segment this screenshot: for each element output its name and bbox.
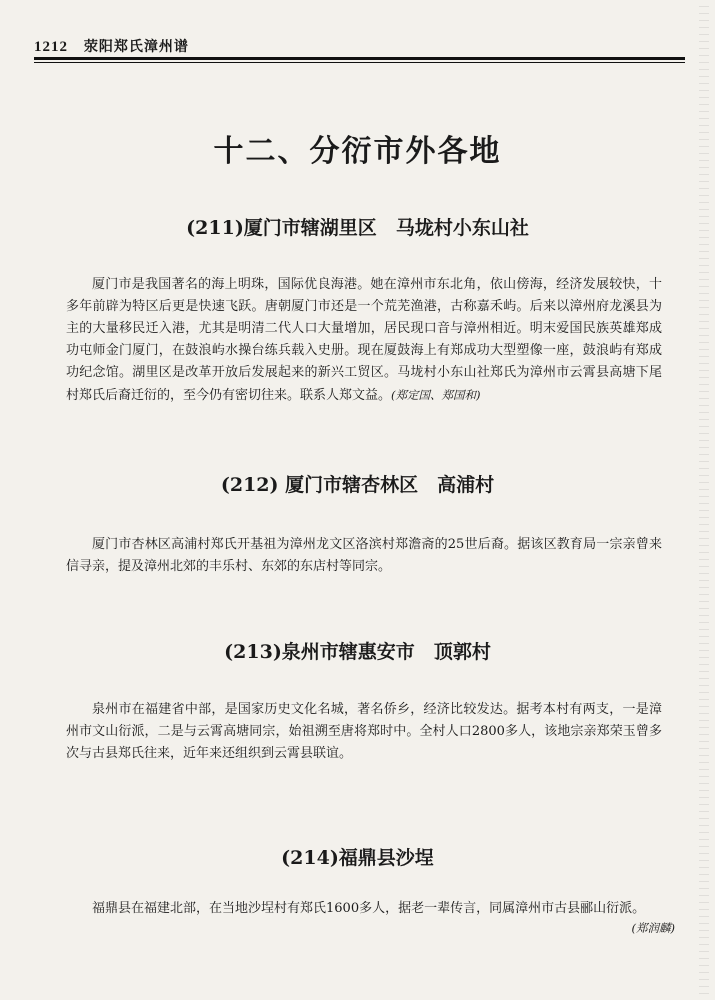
- book-title: 荥阳郑氏漳州谱: [83, 39, 189, 55]
- section-body-211: [66, 274, 662, 407]
- header-rule-thin: [34, 62, 685, 63]
- scan-edge-noise: [699, 0, 709, 1000]
- section-body-214: [66, 898, 662, 920]
- section-note-211: (郑定国、郑国和): [391, 388, 481, 402]
- section-text-214: 福鼎县在福建北部，在当地沙埕村有郑氏1600多人，据老一辈传言，同属漳州市古县郦山衍派。: [92, 901, 646, 916]
- section-heading-211: (211)厦门市辖湖里区 马垅村小东山社: [186, 217, 529, 239]
- section-heading-212: (212) 厦门市辖杏林区 高浦村: [220, 474, 495, 496]
- running-header: [34, 36, 189, 56]
- section-note-214: (郑润麟): [631, 921, 675, 935]
- section-heading-213: (213)泉州市辖惠安市 顶郭村: [224, 641, 491, 663]
- section-text-213: 泉州市在福建省中部，是国家历史文化名城，著名侨乡，经济比较发达。据考本村有两支，一是漳州市文山衍派，二是与云霄高塘同宗，始祖溯至唐将郑时中。全村人口2800多人，该地宗亲郑荣玉曾多次与古县郑氏往来，近年来还组织到云霄县联谊。: [66, 702, 662, 761]
- section-text-211: 厦门市是我国著名的海上明珠，国际优良海港。她在漳州市东北角，依山傍海，经济发展较快，十多年前辟为特区后更是快速飞跃。唐朝厦门市还是一个荒芜渔港，古称嘉禾屿。后来以漳州府龙溪县为主的大量移民迁入港，尤其是明清二代人口大量增加，居民现口音与漳州相近。明末爱国民族英雄郑成功屯师金门厦门，在鼓浪屿水操台练兵载入史册。现在厦鼓海上有郑成功大型塑像一座，鼓浪屿有郑成功纪念馆。湖里区是改革开放后发展起来的新兴工贸区。马垅村小东山社郑氏为漳州市云霄县高塘下尾村郑氏后裔迁衍的，至今仍有密切往来。联系人郑文益。: [66, 277, 662, 403]
- section-text-212: 厦门市杏林区高浦村郑氏开基祖为漳州龙文区洛滨村郑澹斋的25世后裔。据该区教育局一宗亲曾来信寻亲，提及漳州北郊的丰乐村、东郊的东店村等同宗。: [66, 537, 662, 574]
- section-heading-214: (214)福鼎县沙埕: [281, 847, 434, 869]
- header-rule-thick: [34, 57, 685, 60]
- section-body-212: [66, 534, 662, 578]
- page-number: 1212: [34, 39, 68, 55]
- section-body-213: [66, 699, 662, 765]
- chapter-title: 十二、分衍市外各地: [213, 134, 502, 169]
